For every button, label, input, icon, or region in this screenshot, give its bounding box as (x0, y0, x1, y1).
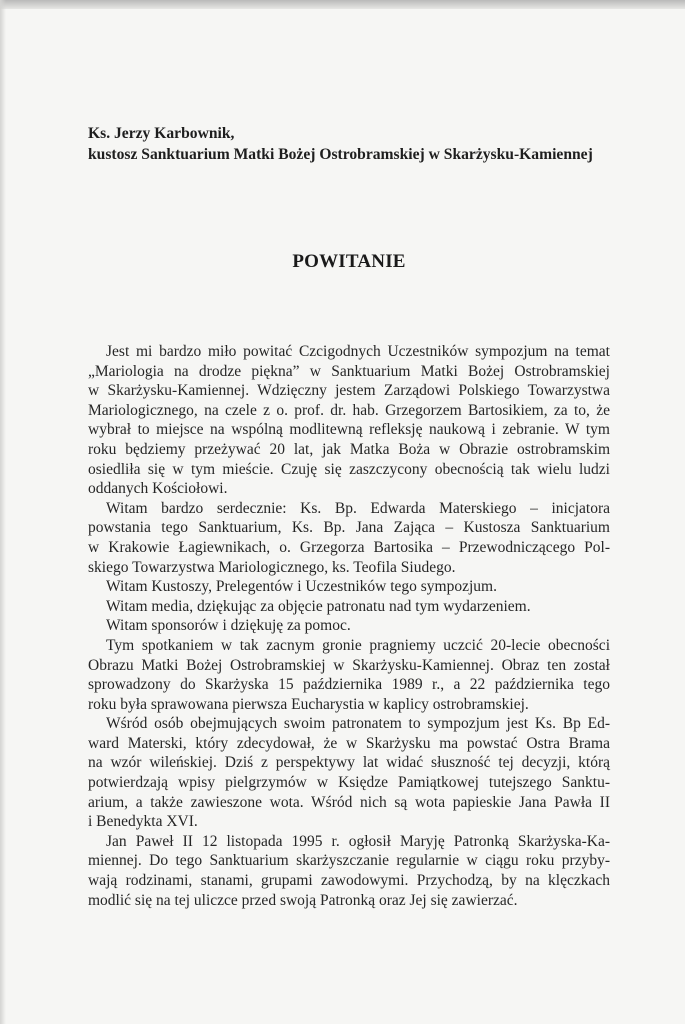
text-line: Tym spotkaniem w tak zacnym gronie pragniemy uczcić 20-lecie obecności (106, 636, 610, 654)
text-line: „Mariologia na drodze piękna” w Sanktuarium Matki Bożej Ostrobramskiej (88, 362, 610, 380)
text-line: Jest mi bardzo miło powitać Czcigodnych Uczestników sympozjum na temat (106, 343, 610, 360)
text-line: potwierdzają wpisy pielgrzymów w Księdze Pamiątkowej tutejszego Sanktu- (88, 774, 610, 792)
text-line: Witam sponsorów i dziękuję za pomoc. (106, 617, 351, 635)
text-line: osiedliła się w tym mieście. Czuję się zaszczycony obecnością tak wielu ludzi (88, 460, 610, 478)
page-title: POWITANIE (292, 251, 406, 272)
text-line: i Benedykta XVI. (88, 813, 198, 831)
text-line: sprowadzony do Skarżyska 15 października 1989 r., a 22 października tego (88, 676, 610, 694)
page-top-edge (0, 0, 685, 9)
text-line: arium, a także zawieszone wota. Wśród nich są wota papieskie Jana Pawła II (88, 793, 610, 811)
text-line: ward Materski, który zdecydował, że w Skarżysku ma powstać Ostra Brama (88, 734, 610, 752)
body-text (88, 342, 610, 910)
text-line: modlić się na tej uliczce przed swoją Patronką oraz Jej się zawierzać. (88, 891, 518, 909)
author-block (88, 123, 648, 165)
text-line: w Krakowie Łagiewnikach, o. Grzegorza Bartosika – Przewodniczącego Pol- (88, 538, 610, 556)
text-line: wybrał to miejsce na wspólną modlitewną refleksję naukową i zebranie. W tym (88, 421, 610, 439)
text-line: powstania tego Sanktuarium, Ks. Bp. Jana Zająca – Kustosza Sanktuarium (88, 519, 610, 537)
text-line: Jan Paweł II 12 listopada 1995 r. ogłosił Maryję Patronką Skarżyska-Ka- (106, 832, 610, 850)
author-name: Ks. Jerzy Karbownik, (88, 125, 235, 142)
text-line: Witam media, dziękując za objęcie patronatu nad tym wydarzeniem. (106, 597, 531, 615)
text-line: Obrazu Matki Bożej Ostrobramskiej w Skarżysku-Kamiennej. Obraz ten został (88, 656, 610, 674)
text-line: miennej. Do tego Sanktuarium skarżyszczanie regularnie w ciągu roku przyby- (88, 852, 610, 870)
text-line: na wzór wileńskiej. Dziś z perspektywy lat widać słuszność tej decyzji, którą (88, 754, 610, 772)
text-line: oddanych Kościołowi. (88, 480, 228, 498)
text-line: roku będziemy przeżywać 20 lat, jak Matka Boża w Obrazie ostrobramskim (88, 440, 610, 458)
author-role: kustosz Sanktuarium Matki Bożej Ostrobramskiej w Skarżysku-Kamiennej (88, 146, 593, 163)
text-line: Witam bardzo serdecznie: Ks. Bp. Edwarda Materskiego – inicjatora (106, 499, 610, 517)
text-line: w Skarżysku-Kamiennej. Wdzięczny jestem Zarządowi Polskiego Towarzystwa (88, 382, 610, 400)
text-line: skiego Towarzystwa Mariologicznego, ks. Teofila Siudego. (88, 558, 456, 576)
text-line: Witam Kustoszy, Prelegentów i Uczestników tego sympozjum. (106, 578, 497, 596)
text-line: roku była sprawowana pierwsza Eucharystia w kaplicy ostrobramskiej. (88, 695, 529, 713)
text-line: Mariologicznego, na czele z o. prof. dr. hab. Grzegorzem Bartosikiem, za to, że (88, 401, 610, 419)
text-line: wają rodzinami, stanami, grupami zawodowymi. Przychodzą, by na klęczkach (88, 872, 610, 890)
text-line: Wśród osób obejmujących swoim patronatem to sympozjum jest Ks. Bp Ed- (106, 715, 610, 733)
page-left-shadow (0, 0, 6, 1024)
